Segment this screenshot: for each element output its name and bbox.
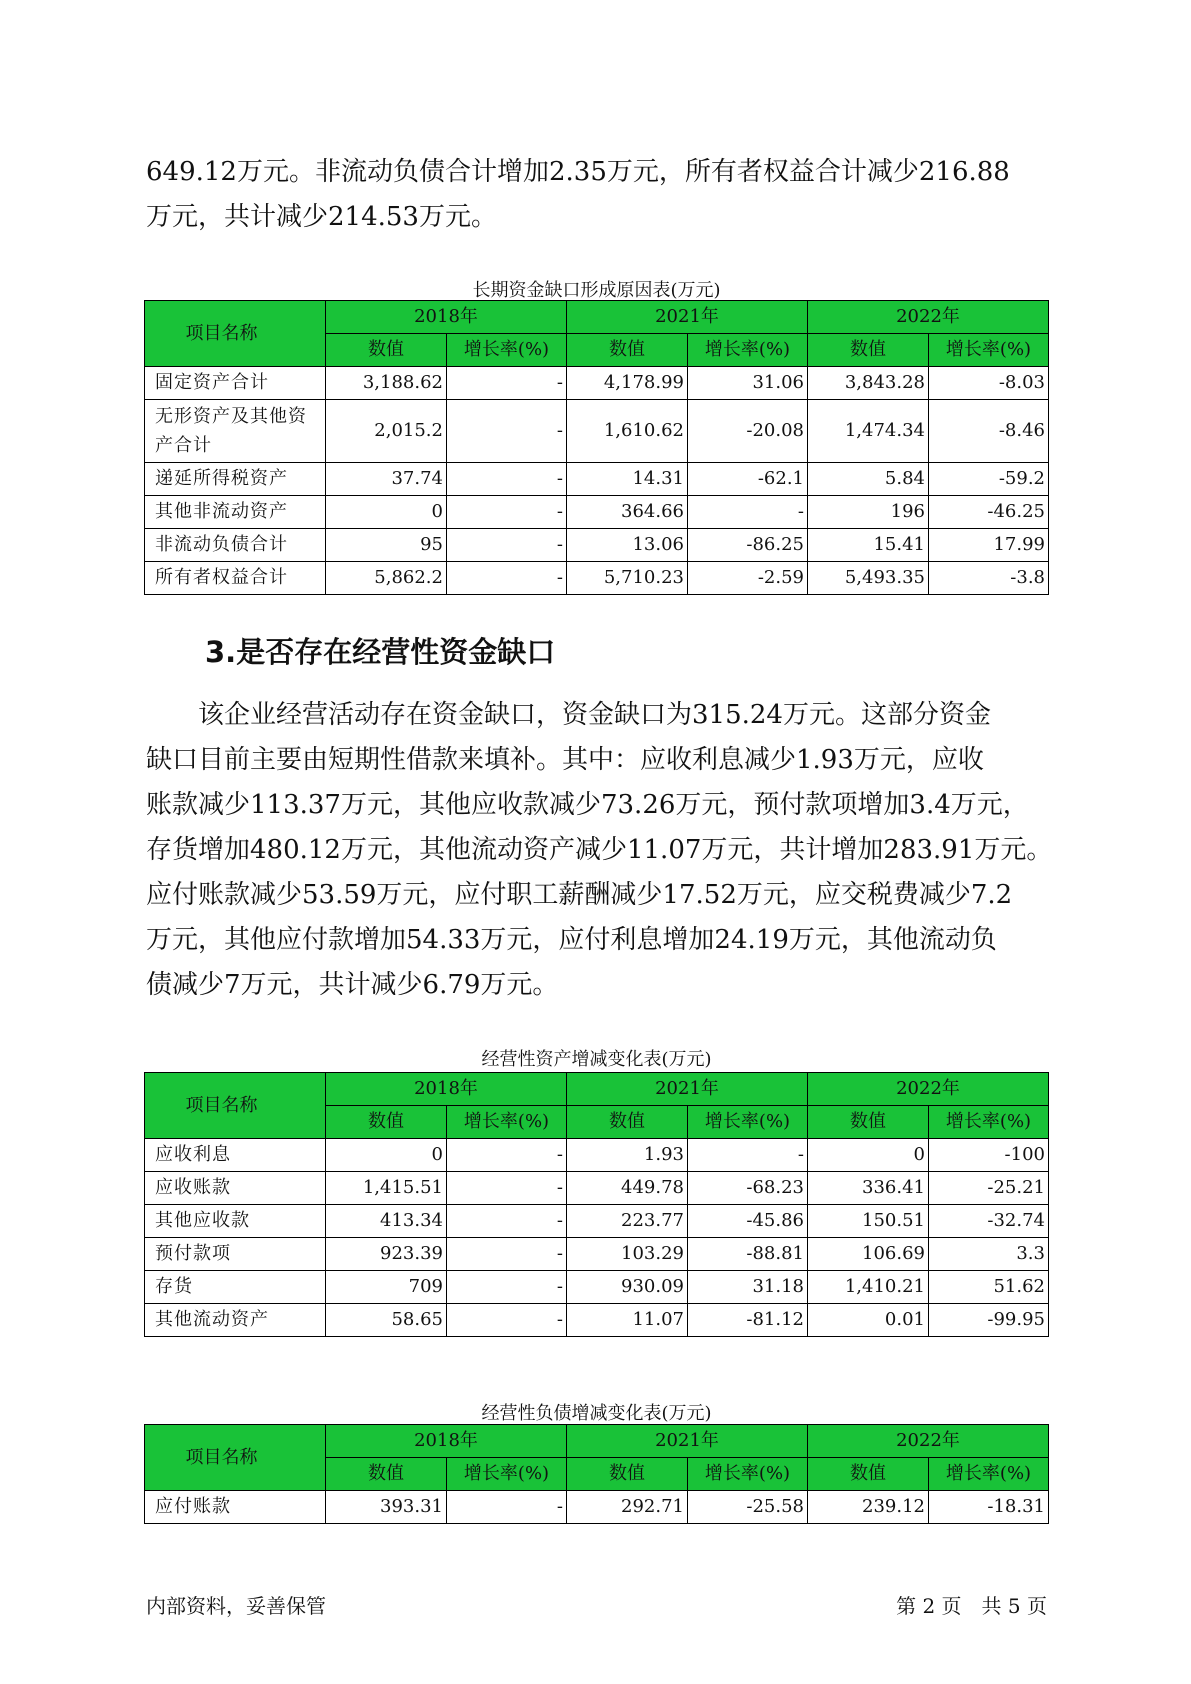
header-year: 2021年 [567,301,808,334]
cell-growth: -2.59 [688,562,808,595]
cell-growth: -3.8 [929,562,1049,595]
footer-page-number: 第 2 页 共 5 页 [896,1594,1047,1618]
table-row [145,1172,1049,1205]
header-growth: 增长率(%) [688,1458,808,1491]
cell-growth: 17.99 [929,529,1049,562]
cell-growth: - [447,496,567,529]
cell-growth: - [447,367,567,400]
header-value: 数值 [567,334,688,367]
row-name: 其他非流动资产 [145,496,326,529]
table-row [145,1139,1049,1172]
header-item-name: 项目名称 [145,1425,326,1491]
cell-value: 5,710.23 [567,562,688,595]
header-growth: 增长率(%) [929,1106,1049,1139]
table-row [145,400,1049,463]
header-value: 数值 [567,1106,688,1139]
text-line: 万元，共计减少214.53万元。 [146,202,497,232]
row-name: 应收账款 [145,1172,326,1205]
table-row [145,529,1049,562]
header-year: 2021年 [567,1425,808,1458]
cell-growth: -88.81 [688,1238,808,1271]
cell-value: 196 [808,496,929,529]
cell-value: 150.51 [808,1205,929,1238]
text-line: 存货增加480.12万元，其他流动资产减少11.07万元，共计增加283.91万元。 [146,835,1053,865]
row-name: 存货 [145,1271,326,1304]
cell-growth: - [447,562,567,595]
table-row [145,1238,1049,1271]
text-line: 缺口目前主要由短期性借款来填补。其中：应收利息减少1.93万元，应收 [146,745,984,775]
cell-value: 923.39 [326,1238,447,1271]
header-growth: 增长率(%) [688,1106,808,1139]
row-name: 非流动负债合计 [145,529,326,562]
row-name [145,400,326,463]
cell-value: 449.78 [567,1172,688,1205]
cell-value: 3,188.62 [326,367,447,400]
header-value: 数值 [326,1106,447,1139]
cell-growth: - [688,1139,808,1172]
cell-value: 0 [326,1139,447,1172]
cell-value: 709 [326,1271,447,1304]
table-row [145,1205,1049,1238]
cell-growth: - [447,1304,567,1337]
cell-growth: - [447,463,567,496]
cell-value: 95 [326,529,447,562]
cell-growth: - [447,1172,567,1205]
cell-growth: - [447,1139,567,1172]
paragraph-main [146,693,1053,1008]
header-year: 2022年 [808,301,1049,334]
table3-caption: 经营性负债增减变化表(万元) [481,1403,712,1424]
section-heading: 3.是否存在经营性资金缺口 [205,635,556,669]
cell-value: 1,610.62 [567,400,688,463]
cell-growth: -59.2 [929,463,1049,496]
header-year: 2022年 [808,1425,1049,1458]
header-value: 数值 [326,334,447,367]
header-value: 数值 [326,1458,447,1491]
header-item-name: 项目名称 [145,1073,326,1139]
table-row [145,1271,1049,1304]
cell-growth: -20.08 [688,400,808,463]
cell-growth: -25.21 [929,1172,1049,1205]
cell-growth: -62.1 [688,463,808,496]
text-line: 该企业经营活动存在资金缺口，资金缺口为315.24万元。这部分资金 [146,700,991,730]
header-growth: 增长率(%) [447,334,567,367]
cell-value: 1,415.51 [326,1172,447,1205]
table1-caption: 长期资金缺口形成原因表(万元) [472,280,721,301]
row-name-line: 无形资产及其他资 [155,406,307,427]
table2 [144,1072,1049,1337]
cell-value: 58.65 [326,1304,447,1337]
row-name: 固定资产合计 [145,367,326,400]
cell-growth: -100 [929,1139,1049,1172]
row-name: 递延所得税资产 [145,463,326,496]
cell-growth: -99.95 [929,1304,1049,1337]
cell-value: 0 [808,1139,929,1172]
table3 [144,1424,1049,1524]
table-row [145,496,1049,529]
row-name: 其他应收款 [145,1205,326,1238]
footer-confidential: 内部资料，妥善保管 [146,1594,326,1618]
cell-growth: -86.25 [688,529,808,562]
cell-growth: - [447,1238,567,1271]
header-growth: 增长率(%) [929,1458,1049,1491]
cell-value: 2,015.2 [326,400,447,463]
row-name: 所有者权益合计 [145,562,326,595]
header-year: 2021年 [567,1073,808,1106]
cell-value: 393.31 [326,1491,447,1524]
row-name: 其他流动资产 [145,1304,326,1337]
cell-value: 1,410.21 [808,1271,929,1304]
cell-value: 413.34 [326,1205,447,1238]
header-item-name: 项目名称 [145,301,326,367]
text-line: 债减少7万元，共计减少6.79万元。 [146,970,559,1000]
cell-growth: - [447,1271,567,1304]
header-growth: 增长率(%) [447,1458,567,1491]
cell-value: 5.84 [808,463,929,496]
header-growth: 增长率(%) [688,334,808,367]
cell-value: 103.29 [567,1238,688,1271]
cell-growth: -18.31 [929,1491,1049,1524]
cell-value: 37.74 [326,463,447,496]
cell-growth: - [447,1491,567,1524]
header-value: 数值 [808,1106,929,1139]
cell-growth: -32.74 [929,1205,1049,1238]
cell-value: 3,843.28 [808,367,929,400]
header-growth: 增长率(%) [929,334,1049,367]
header-value: 数值 [808,334,929,367]
cell-growth: -45.86 [688,1205,808,1238]
cell-value: 15.41 [808,529,929,562]
cell-growth: -46.25 [929,496,1049,529]
header-year: 2018年 [326,1073,567,1106]
header-year: 2018年 [326,301,567,334]
table-row [145,1304,1049,1337]
cell-growth: 3.3 [929,1238,1049,1271]
cell-growth: -25.58 [688,1491,808,1524]
cell-value: 14.31 [567,463,688,496]
cell-growth: - [688,496,808,529]
cell-growth: - [447,1205,567,1238]
text-line: 账款减少113.37万元，其他应收款减少73.26万元，预付款项增加3.4万元， [146,790,1029,820]
table-row [145,367,1049,400]
header-value: 数值 [808,1458,929,1491]
cell-value: 364.66 [567,496,688,529]
cell-value: 292.71 [567,1491,688,1524]
cell-value: 336.41 [808,1172,929,1205]
header-value: 数值 [567,1458,688,1491]
text-line: 应付账款减少53.59万元，应付职工薪酬减少17.52万元，应交税费减少7.2 [146,880,1013,910]
cell-growth: -68.23 [688,1172,808,1205]
cell-value: 223.77 [567,1205,688,1238]
cell-growth: - [447,400,567,463]
cell-growth: -8.03 [929,367,1049,400]
cell-value: 11.07 [567,1304,688,1337]
cell-value: 13.06 [567,529,688,562]
cell-value: 1.93 [567,1139,688,1172]
row-name: 应付账款 [145,1491,326,1524]
table-row [145,463,1049,496]
cell-value: 0 [326,496,447,529]
row-name-line: 产合计 [155,435,212,456]
cell-growth: -8.46 [929,400,1049,463]
cell-growth: - [447,529,567,562]
table-row [145,1491,1049,1524]
cell-value: 239.12 [808,1491,929,1524]
row-name: 应收利息 [145,1139,326,1172]
row-name: 预付款项 [145,1238,326,1271]
cell-growth: -81.12 [688,1304,808,1337]
cell-value: 0.01 [808,1304,929,1337]
text-line: 万元，其他应付款增加54.33万元，应付利息增加24.19万元，其他流动负 [146,925,997,955]
cell-value: 5,493.35 [808,562,929,595]
cell-value: 5,862.2 [326,562,447,595]
table1 [144,300,1049,595]
cell-growth: 31.18 [688,1271,808,1304]
cell-value: 106.69 [808,1238,929,1271]
text-line: 649.12万元。非流动负债合计增加2.35万元，所有者权益合计减少216.88 [146,157,1010,187]
cell-growth: 31.06 [688,367,808,400]
table2-caption: 经营性资产增减变化表(万元) [481,1049,712,1070]
paragraph-top [146,150,1046,240]
header-year: 2018年 [326,1425,567,1458]
cell-value: 1,474.34 [808,400,929,463]
cell-value: 4,178.99 [567,367,688,400]
header-growth: 增长率(%) [447,1106,567,1139]
header-year: 2022年 [808,1073,1049,1106]
table-row [145,562,1049,595]
cell-growth: 51.62 [929,1271,1049,1304]
cell-value: 930.09 [567,1271,688,1304]
